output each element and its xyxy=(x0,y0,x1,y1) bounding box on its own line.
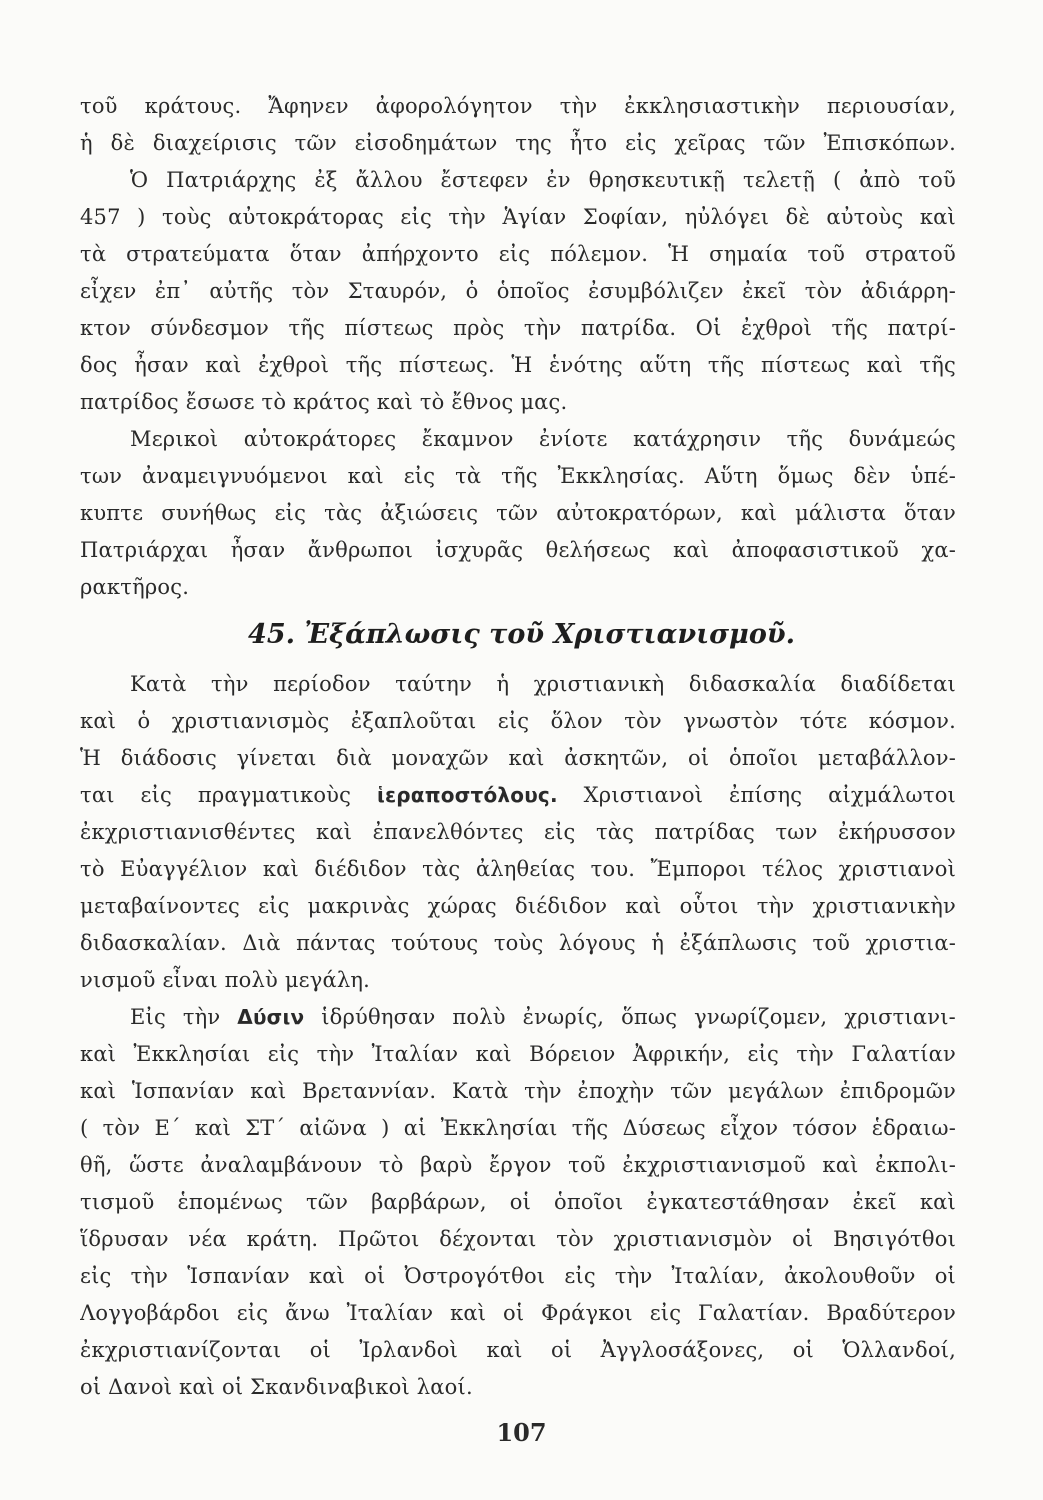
text-line: θῆ, ὥστε ἀναλαμβάνουν τὸ βαρὺ ἔργον τοῦ ἐκχριστιανισμοῦ καὶ ἐκπολι- xyxy=(80,1153,956,1177)
section-heading: 45. Ἐξάπλωσις τοῦ Χριστιανισμοῦ. xyxy=(248,619,795,650)
text-line: τὰ στρατεύματα ὅταν ἀπήρχοντο εἰς πόλεμον. Ἡ σημαία τοῦ στρατοῦ xyxy=(80,242,956,266)
text-line: εἶχεν ἐπ᾽ αὐτῆς τὸν Σταυρόν, ὁ ὁποῖος ἐσυμβόλιζεν ἐκεῖ τὸν ἀδιάρρη- xyxy=(80,279,956,303)
text-line: τισμοῦ ἑπομένως τῶν βαρβάρων, οἱ ὁποῖοι ἐγκατεστάθησαν ἐκεῖ καὶ xyxy=(80,1190,956,1214)
text-line: εἰς τὴν Ἱσπανίαν καὶ οἱ Ὀστρογότθοι εἰς τὴν Ἰταλίαν, ἀκολουθοῦν οἱ xyxy=(80,1264,956,1288)
text-line: Κατὰ τὴν περίοδον ταύτην ἡ χριστιανικὴ διδασκαλία διαδίδεται xyxy=(130,672,956,696)
text-segment: ται εἰς πραγματικοὺς xyxy=(80,783,352,807)
text-line: ἵδρυσαν νέα κράτη. Πρῶτοι δέχονται τὸν χριστιανισμὸν οἱ Βησιγότθοι xyxy=(80,1227,956,1251)
text-line xyxy=(80,999,956,1036)
paragraph-4 xyxy=(80,999,956,1406)
text-line: δος ἦσαν καὶ ἐχθροὶ τῆς πίστεως. Ἡ ἑνότης αὕτη τῆς πίστεως καὶ τῆς xyxy=(80,353,956,377)
text-line: κυπτε συνήθως εἰς τὰς ἀξιώσεις τῶν αὐτοκρατόρων, καὶ μάλιστα ὅταν xyxy=(80,501,956,525)
text-line: ( τὸν Ε΄ καὶ ΣΤ΄ αἰῶνα ) αἱ Ἐκκλησίαι τῆς Δύσεως εἶχον τόσον ἑδραιω- xyxy=(80,1116,956,1140)
text-line: Πατριάρχαι ἦσαν ἄνθρωποι ἰσχυρᾶς θελήσεως καὶ ἀποφασιστικοῦ χα- xyxy=(80,538,956,562)
text-segment: Χριστιανοὶ ἐπίσης αἰχμάλωτοι xyxy=(583,783,956,807)
text-line: διδασκαλίαν. Διὰ πάντας τούτους τοὺς λόγους ἡ ἐξάπλωσις τοῦ χριστια- xyxy=(80,931,956,955)
text-line: καὶ Ἱσπανίαν καὶ Βρεταννίαν. Κατὰ τὴν ἐποχὴν τῶν μεγάλων ἐπιδρομῶν xyxy=(80,1079,956,1103)
text-line: Ἡ διάδοσις γίνεται διὰ μοναχῶν καὶ ἀσκητῶν, οἱ ὁποῖοι μεταβάλλον- xyxy=(80,746,956,770)
text-line: πατρίδος ἔσωσε τὸ κράτος καὶ τὸ ἔθνος μας. xyxy=(80,390,568,414)
text-line: 457 ) τοὺς αὐτοκράτορας εἰς τὴν Ἁγίαν Σοφίαν, ηὐλόγει δὲ αὐτοὺς καὶ xyxy=(80,205,956,229)
paragraph-2 xyxy=(80,421,956,606)
text-segment: ἱδρύθησαν πολὺ ἐνωρίς, ὅπως γνωρίζομεν, χριστιανι- xyxy=(321,1005,956,1029)
text-line: ρακτῆρος. xyxy=(80,575,190,599)
text-line: ἐκχριστιανισθέντες καὶ ἐπανελθόντες εἰς τὰς πατρίδας των ἐκήρυσσον xyxy=(80,820,956,844)
bold-term: ἱεραποστόλους. xyxy=(376,783,558,807)
text-segment: Εἰς τὴν xyxy=(130,1005,221,1029)
text-line xyxy=(80,777,956,814)
text-line: ἐκχριστιανίζονται οἱ Ἰρλανδοὶ καὶ οἱ Ἀγγλοσάξονες, οἱ Ὁλλανδοί, xyxy=(80,1338,956,1362)
text-line: Ὁ Πατριάρχης ἐξ ἄλλου ἔστεφεν ἐν θρησκευτικῇ τελετῇ ( ἀπὸ τοῦ xyxy=(130,168,956,192)
text-line: ἡ δὲ διαχείρισις τῶν εἰσοδημάτων της ἦτο εἰς χεῖρας τῶν Ἐπισκόπων. xyxy=(80,131,956,155)
text-line: οἱ Δανοὶ καὶ οἱ Σκανδιναβικοὶ λαοί. xyxy=(80,1375,473,1399)
text-line: τὸ Εὐαγγέλιον καὶ διέδιδον τὰς ἀληθείας του. Ἔμποροι τέλος χριστιανοὶ xyxy=(80,857,956,881)
text-line: καὶ Ἐκκλησίαι εἰς τὴν Ἰταλίαν καὶ Βόρειον Ἀφρικήν, εἰς τὴν Γαλατίαν xyxy=(80,1042,956,1066)
paragraph-1 xyxy=(80,88,956,421)
text-line: καὶ ὁ χριστιανισμὸς ἐξαπλοῦται εἰς ὅλον τὸν γνωστὸν τότε κόσμον. xyxy=(80,709,956,733)
text-line: νισμοῦ εἶναι πολὺ μεγάλη. xyxy=(80,968,371,992)
paragraph-3 xyxy=(80,666,956,999)
bold-term: Δύσιν xyxy=(237,1005,305,1029)
page-number: 107 xyxy=(496,1418,547,1447)
text-line: κτον σύνδεσμον τῆς πίστεως πρὸς τὴν πατρίδα. Οἱ ἐχθροὶ τῆς πατρί- xyxy=(80,316,956,340)
text-line: των ἀναμειγνυόμενοι καὶ εἰς τὰ τῆς Ἐκκλησίας. Αὕτη ὅμως δὲν ὑπέ- xyxy=(80,464,956,488)
text-line: μεταβαίνοντες εἰς μακρινὰς χώρας διέδιδον καὶ οὗτοι τὴν χριστιανικὴν xyxy=(80,894,956,918)
text-line: Μερικοὶ αὐτοκράτορες ἔκαμνον ἐνίοτε κατάχρησιν τῆς δυνάμεώς xyxy=(130,427,956,451)
text-line: τοῦ κράτους. Ἄφηνεν ἀφορολόγητον τὴν ἐκκλησιαστικὴν περιουσίαν, xyxy=(80,94,956,118)
text-line: Λογγοβάρδοι εἰς ἄνω Ἰταλίαν καὶ οἱ Φράγκοι εἰς Γαλατίαν. Βραδύτερον xyxy=(80,1301,956,1325)
